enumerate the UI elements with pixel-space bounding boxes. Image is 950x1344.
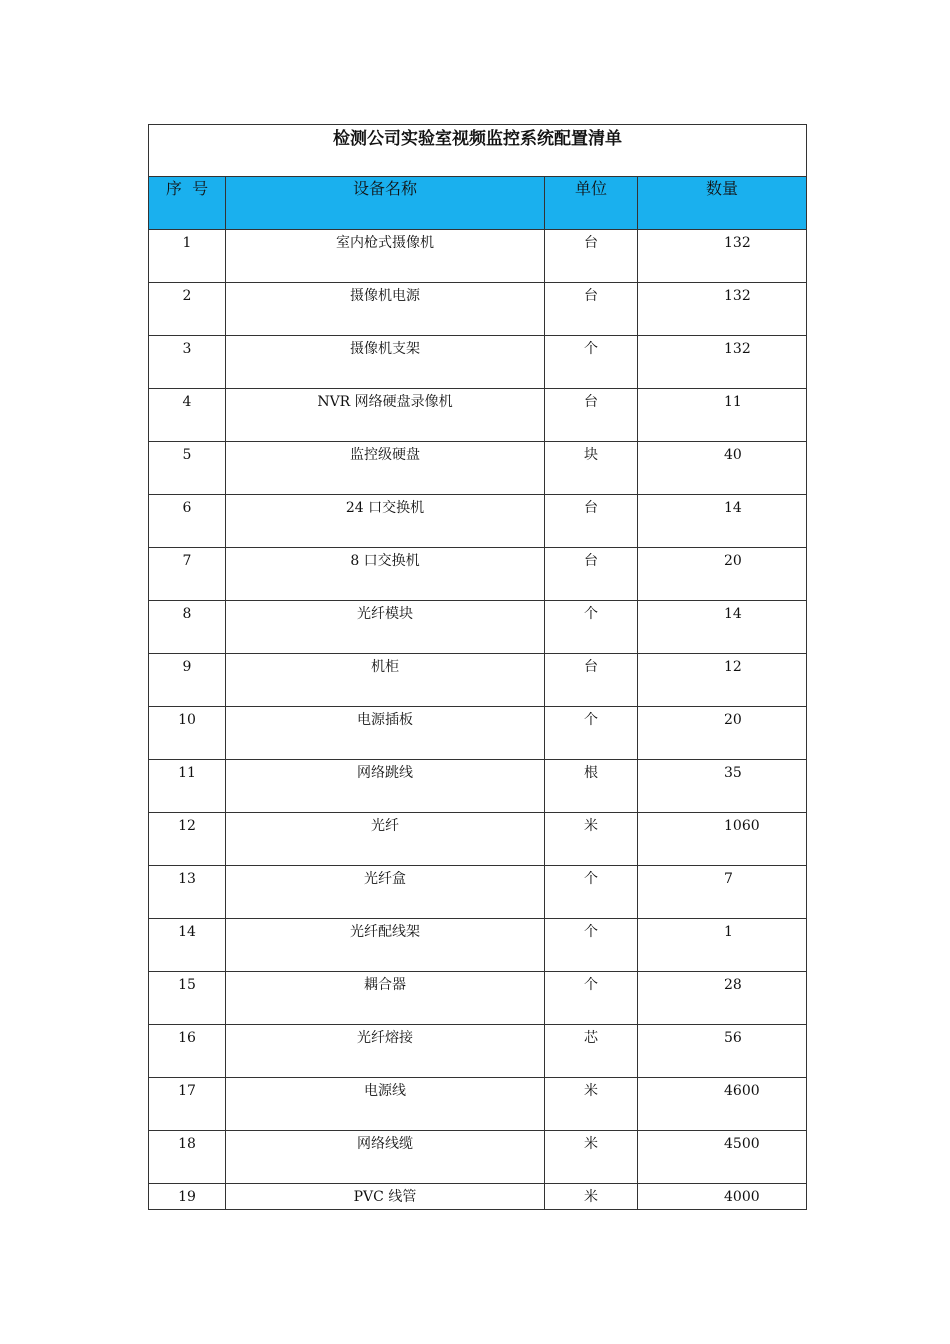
row-name: 光纤盒 [226, 866, 545, 919]
table-row [149, 972, 807, 1025]
row-name: 室内枪式摄像机 [226, 230, 545, 283]
table-row [149, 601, 807, 654]
header-qty: 数量 [638, 177, 807, 230]
table-row [149, 389, 807, 442]
row-name: 光纤熔接 [226, 1025, 545, 1078]
row-seq: 1 [149, 230, 226, 283]
row-name: PVC 线管 [226, 1184, 545, 1210]
row-seq: 19 [149, 1184, 226, 1210]
row-name: 光纤 [226, 813, 545, 866]
row-name: 24 口交换机 [226, 495, 545, 548]
row-seq: 14 [149, 919, 226, 972]
row-unit: 个 [545, 601, 638, 654]
row-qty: 40 [638, 442, 807, 495]
row-qty: 28 [638, 972, 807, 1025]
row-qty: 56 [638, 1025, 807, 1078]
table-row [149, 919, 807, 972]
row-seq: 11 [149, 760, 226, 813]
row-seq: 15 [149, 972, 226, 1025]
table-row [149, 230, 807, 283]
row-unit: 台 [545, 389, 638, 442]
row-unit: 米 [545, 1078, 638, 1131]
row-qty: 132 [638, 336, 807, 389]
row-unit: 根 [545, 760, 638, 813]
row-name: 网络线缆 [226, 1131, 545, 1184]
row-name: NVR 网络硬盘录像机 [226, 389, 545, 442]
row-seq: 6 [149, 495, 226, 548]
row-unit: 芯 [545, 1025, 638, 1078]
row-qty: 35 [638, 760, 807, 813]
row-seq: 7 [149, 548, 226, 601]
row-name: 8 口交换机 [226, 548, 545, 601]
row-unit: 台 [545, 230, 638, 283]
table-row [149, 548, 807, 601]
row-name: 电源线 [226, 1078, 545, 1131]
row-qty: 20 [638, 707, 807, 760]
row-seq: 17 [149, 1078, 226, 1131]
table-row [149, 1131, 807, 1184]
row-name: 电源插板 [226, 707, 545, 760]
row-name: 耦合器 [226, 972, 545, 1025]
table-row [149, 495, 807, 548]
row-seq: 4 [149, 389, 226, 442]
table-row [149, 283, 807, 336]
row-unit: 米 [545, 1131, 638, 1184]
row-qty: 20 [638, 548, 807, 601]
table-row [149, 654, 807, 707]
equipment-config-table [148, 124, 807, 1210]
row-unit: 个 [545, 336, 638, 389]
header-name: 设备名称 [226, 177, 545, 230]
row-unit: 米 [545, 813, 638, 866]
row-unit: 个 [545, 919, 638, 972]
header-row [149, 177, 807, 230]
row-unit: 个 [545, 866, 638, 919]
table-row [149, 336, 807, 389]
row-unit: 块 [545, 442, 638, 495]
table-row [149, 1184, 807, 1210]
row-unit: 台 [545, 283, 638, 336]
table-row [149, 707, 807, 760]
row-seq: 5 [149, 442, 226, 495]
row-seq: 12 [149, 813, 226, 866]
row-seq: 2 [149, 283, 226, 336]
table-row [149, 1025, 807, 1078]
row-name: 光纤模块 [226, 601, 545, 654]
row-qty: 1060 [638, 813, 807, 866]
row-qty: 132 [638, 283, 807, 336]
table-row [149, 1078, 807, 1131]
row-seq: 3 [149, 336, 226, 389]
row-seq: 8 [149, 601, 226, 654]
row-qty: 1 [638, 919, 807, 972]
row-unit: 台 [545, 654, 638, 707]
header-seq: 序 号 [149, 177, 226, 230]
row-name: 监控级硬盘 [226, 442, 545, 495]
row-qty: 11 [638, 389, 807, 442]
row-name: 网络跳线 [226, 760, 545, 813]
row-seq: 18 [149, 1131, 226, 1184]
row-unit: 米 [545, 1184, 638, 1210]
row-seq: 13 [149, 866, 226, 919]
table-row [149, 442, 807, 495]
table-row [149, 866, 807, 919]
title-row [149, 125, 807, 177]
row-name: 机柜 [226, 654, 545, 707]
row-seq: 10 [149, 707, 226, 760]
row-unit: 台 [545, 548, 638, 601]
row-seq: 16 [149, 1025, 226, 1078]
row-qty: 12 [638, 654, 807, 707]
row-qty: 4000 [638, 1184, 807, 1210]
table-row [149, 813, 807, 866]
row-qty: 14 [638, 495, 807, 548]
row-qty: 4600 [638, 1078, 807, 1131]
row-unit: 个 [545, 972, 638, 1025]
row-qty: 7 [638, 866, 807, 919]
row-qty: 14 [638, 601, 807, 654]
row-name: 光纤配线架 [226, 919, 545, 972]
row-unit: 台 [545, 495, 638, 548]
row-seq: 9 [149, 654, 226, 707]
row-unit: 个 [545, 707, 638, 760]
row-name: 摄像机电源 [226, 283, 545, 336]
row-qty: 132 [638, 230, 807, 283]
header-unit: 单位 [545, 177, 638, 230]
document-title: 检测公司实验室视频监控系统配置清单 [149, 125, 807, 177]
row-qty: 4500 [638, 1131, 807, 1184]
table-row [149, 760, 807, 813]
row-name: 摄像机支架 [226, 336, 545, 389]
